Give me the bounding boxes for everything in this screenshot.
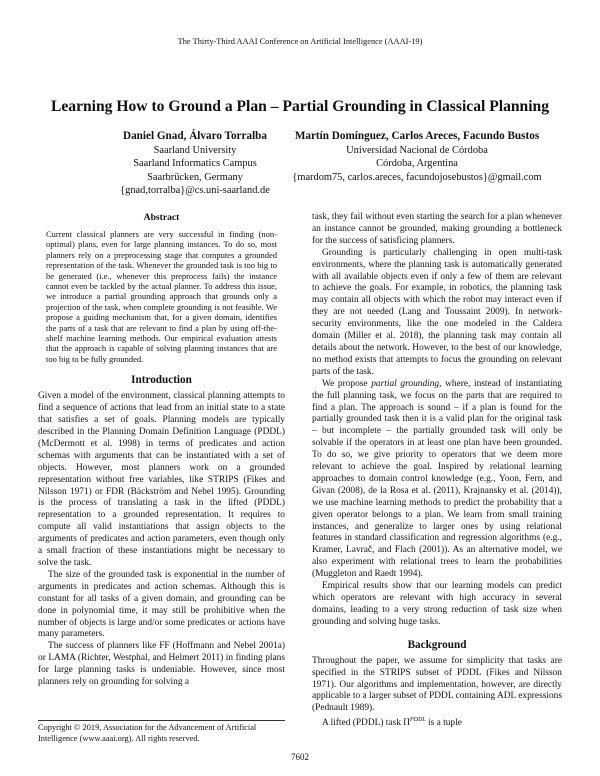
author-block-right — [272, 130, 562, 184]
affiliation-line: Universidad Nacional de Córdoba — [346, 145, 488, 157]
affiliation-line: Saarbrücken, Germany — [147, 171, 243, 183]
right-column — [312, 212, 562, 730]
affiliation-line: Saarland University — [153, 145, 237, 157]
abstract-text: Current classical planners are very successful in finding (non-optimal) plans, even for large planning instances. To do so, most planners rely on a preprocessing stage that computes a grounded representation of the task. Whenever the grounded task is too big to be generated (i.e., whenever this preprocess fails) the instance cannot even be tackled by the actual planner. To address this issue, we introduce a partial grounding approach that grounds only a projection of the task, when complete grounding is not feasible. We propose a guiding mechanism that, for a given domain, identifies the parts of a task that are relevant to find a plan by using off-the-shelf machine learning methods. Our empirical evaluation attests that the approach is capable of solving planning instances that are too big to be fully grounded. — [46, 229, 277, 364]
task-superscript: PDDL — [410, 717, 426, 724]
body-paragraph: task, they fail without even starting the search for a plan whenever an instance cannot be grounded, making grounding a bottleneck for the success of satisficing planners. — [312, 212, 562, 246]
author-names-right: Martín Domínguez, Carlos Areces, Facundo Bustos — [294, 130, 540, 142]
affiliation-line: Saarland Informatics Campus — [133, 158, 257, 170]
intro-paragraph: The size of the grounded task is exponential in the number of arguments in predicates and action schemas. Although this is constant for all tasks of a given domain, and grounding can be done in polynomial time, it may still be prohibitive when the number of objects is large and/or some predicates or actions have many parameters. — [38, 569, 285, 640]
left-column — [38, 212, 285, 689]
background-paragraph: Throughout the paper, we assume for simplicity that tasks are specified in the STRIPS subset of PDDL (Fikes and Nilsson 1971). Our algorithms and implementation, however, are directly applicable to a larger subset of PDDL containing ADL expressions (Pednault 1989). — [312, 655, 562, 714]
affiliation-line: Córdoba, Argentina — [376, 158, 458, 170]
task-definition-lead: A lifted (PDDL) task Π — [322, 718, 411, 729]
author-email-right: {mardom75, carlos.areces, facundojosebustos}@gmail.com — [292, 171, 542, 183]
copyright-notice: Copyright © 2019, Association for the Advancement of Artificial Intelligence (www.aaai.org). All rights reserved. — [38, 720, 285, 744]
body-paragraph: Grounding is particularly challenging in open multi-task environments, where the planning task is automatically generated with all available objects even if only a few of them are relevant to achieve the goals. For example, in robotics, the planning task may contain all objects with which the robot may interact even if they are not needed (Lang and Toussaint 2009). In network-security environments, like the one modeled in the Caldera domain (Miller et al. 2018), the planning task may contain all details about the network. However, to the best of our knowledge, no method exists that attempts to focus the grounding on relevant parts of the task. — [312, 247, 562, 377]
partial-grounding-paragraph — [312, 379, 562, 581]
intro-paragraph: Given a model of the environment, classical planning attempts to find a sequence of actions that lead from an initial state to a state that satisfies a set of goals. Planning models are typically described in the Planning Domain Definition Language (PDDL) (McDermott et al. 1998) in terms of predicates and action schemas with arguments that can be instantiated with a set of objects. However, most planners work on a grounded representation without free variables, like STRIPS (Fikes and Nilsson 1971) or FDR (Bäckström and Nebel 1995). Grounding is the process of translating a task in the lifted (PDDL) representation to a grounded representation. It requires to compute all valid instantiations that assign objects to the arguments of predicates and action parameters, even though only a small fraction of these instantiations might be necessary to solve the task. — [38, 391, 285, 568]
abstract-heading: Abstract — [143, 212, 180, 223]
background-last-line — [312, 715, 562, 730]
background-heading: Background — [407, 638, 467, 651]
paragraph-rest: , where, instead of instantiating the full planning task, we focus on the parts that are required to find a plan. The approach is sound – if a plan is found for the partially grounded task then it is a valid plan for the original task – but incomplete – the partially grounded task will only be solvable if the operators in at least one plan have been grounded. To do so, we give priority to operators that we deem more relevant to achieve the goal. Inspired by relational learning approaches to domain control knowledge (e.g., Yoon, Fern, and Givan (2008), de la Rosa et al. (2011), Krajnansky et al. (2014)), we use machine learning methods to predict the probability that a given operator belongs to a plan. We learn from small training instances, and generalize to larger ones by using relational features in standard classification and regression algorithms (e.g., Kramer, Lavrač, and Flach (2001)). As an alternative model, we also experiment with relational trees to learn the probabilities (Muggleton and Raedt 1994). — [312, 378, 562, 580]
introduction-heading: Introduction — [131, 374, 192, 387]
author-block-left — [100, 130, 290, 197]
paper-title: Learning How to Ground a Plan – Partial Grounding in Classical Planning — [50, 98, 550, 115]
task-definition-rest: is a tuple — [425, 718, 462, 729]
author-names-left: Daniel Gnad, Álvaro Torralba — [122, 130, 267, 142]
page-number: 7602 — [291, 752, 309, 762]
body-paragraph: Empirical results show that our learning models can predict which operators are relevant with high accuracy in several domains, leading to a very strong reduction of task size when grounding and solving huge tasks. — [312, 581, 562, 627]
emphasis-term: partial grounding — [371, 378, 440, 389]
intro-paragraph: The success of planners like FF (Hoffmann and Nebel 2001a) or LAMA (Richter, Westphal, and Helmert 2011) in finding plans for large planning tasks is undeniable. However, since most planners rely on grounding for solving a — [38, 641, 285, 688]
paragraph-lead: We propose — [322, 378, 372, 389]
running-head: The Thirty-Third AAAI Conference on Artificial Intelligence (AAAI-19) — [177, 37, 423, 46]
author-email-left: {gnad,torralba}@cs.uni-saarland.de — [120, 184, 270, 196]
